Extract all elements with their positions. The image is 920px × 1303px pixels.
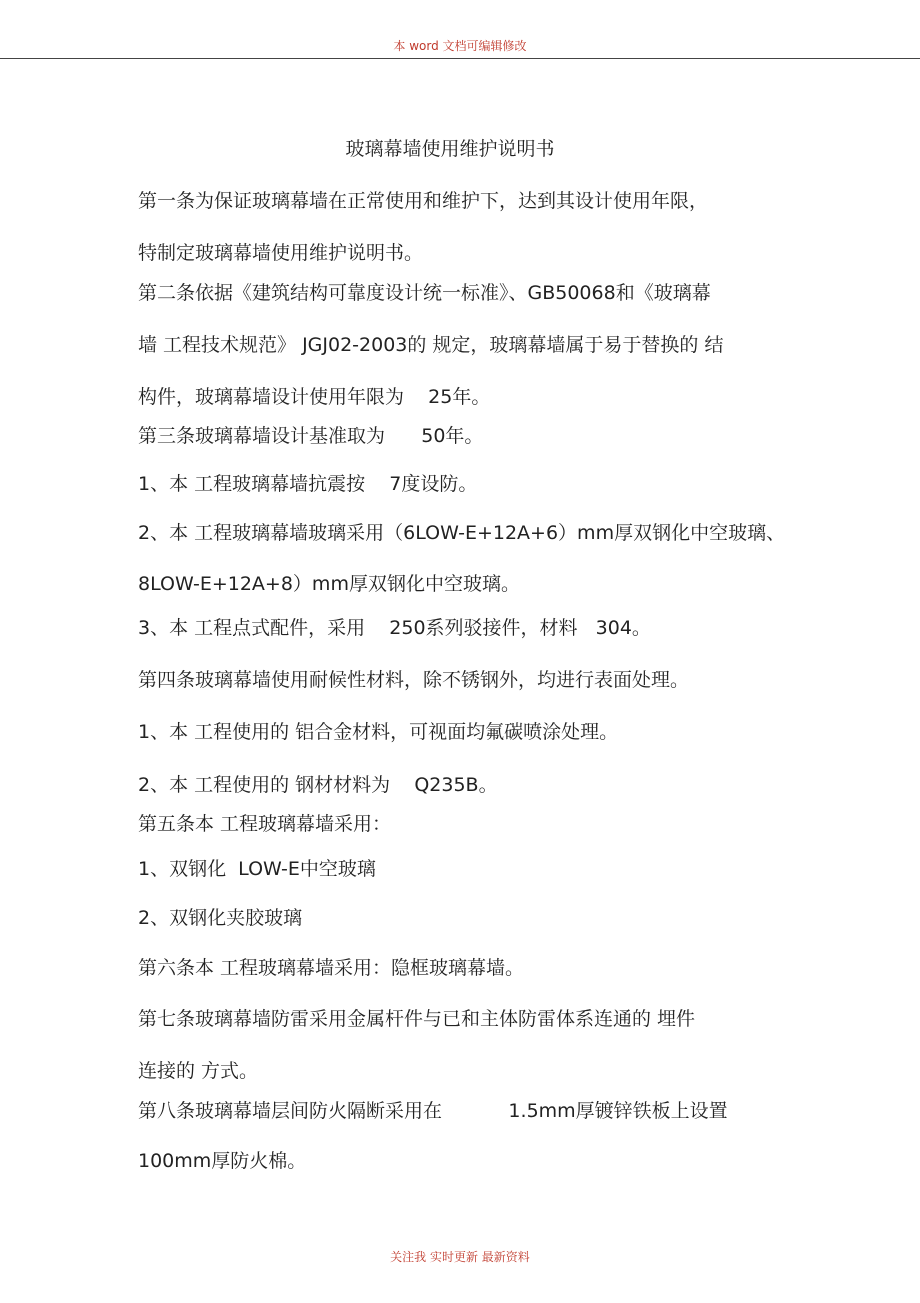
paragraph-line: 第四条玻璃幕墙使用耐候性材料，除不锈钢外，均进行表面处理。: [138, 669, 690, 691]
paragraph-line: 第一条为保证玻璃幕墙在正常使用和维护下，达到其设计使用年限，: [138, 190, 709, 212]
paragraph-line: 第二条依据《建筑结构可靠度设计统一标准》、GB50068和《玻璃幕: [138, 282, 711, 304]
document-title: 玻璃幕墙使用维护说明书: [345, 138, 555, 160]
paragraph-line: 8LOW-E+12A+8）mm厚双钢化中空玻璃。: [138, 573, 520, 595]
paragraph-line: 墙 工程技术规范》 JGJ02-2003的 规定，玻璃幕墙属于易于替换的 结: [138, 334, 724, 356]
paragraph-line: 第六条本 工程玻璃幕墙采用：隐框玻璃幕墙。: [138, 957, 525, 979]
paragraph-line: 连接的 方式。: [138, 1060, 259, 1082]
page-footer-note: 关注我 实时更新 最新资料: [390, 1250, 530, 1264]
paragraph-line: 2、本 工程玻璃幕墙玻璃采用（6LOW-E+12A+6）mm厚双钢化中空玻璃、: [138, 522, 786, 544]
header-divider: [0, 58, 920, 59]
paragraph-line: 100mm厚防火棉。: [138, 1150, 307, 1172]
page-header-note: 本 word 文档可编辑修改: [393, 39, 527, 53]
paragraph-line: 1、本 工程使用的 铝合金材料，可视面均氟碳喷涂处理。: [138, 721, 619, 743]
paragraph-line: 2、本 工程使用的 钢材材料为 Q235B。: [138, 774, 498, 796]
paragraph-line: 第五条本 工程玻璃幕墙采用：: [138, 813, 392, 835]
paragraph-line: 第三条玻璃幕墙设计基准取为 50年。: [138, 425, 484, 447]
paragraph-line: 特制定玻璃幕墙使用维护说明书。: [138, 242, 424, 264]
paragraph-line: 1、本 工程玻璃幕墙抗震按 7度设防。: [138, 473, 478, 495]
paragraph-line: 3、本 工程点式配件，采用 250系列驳接件，材料 304。: [138, 617, 651, 639]
paragraph-line: 第七条玻璃幕墙防雷采用金属杆件与已和主体防雷体系连通的 埋件: [138, 1008, 696, 1030]
paragraph-line: 第八条玻璃幕墙层间防火隔断采用在 1.5mm厚镀锌铁板上设置: [138, 1100, 728, 1122]
paragraph-line: 构件，玻璃幕墙设计使用年限为 25年。: [138, 386, 491, 408]
paragraph-line: 1、双钢化 LOW-E中空玻璃: [138, 858, 376, 880]
paragraph-line: 2、双钢化夹胶玻璃: [138, 907, 303, 929]
